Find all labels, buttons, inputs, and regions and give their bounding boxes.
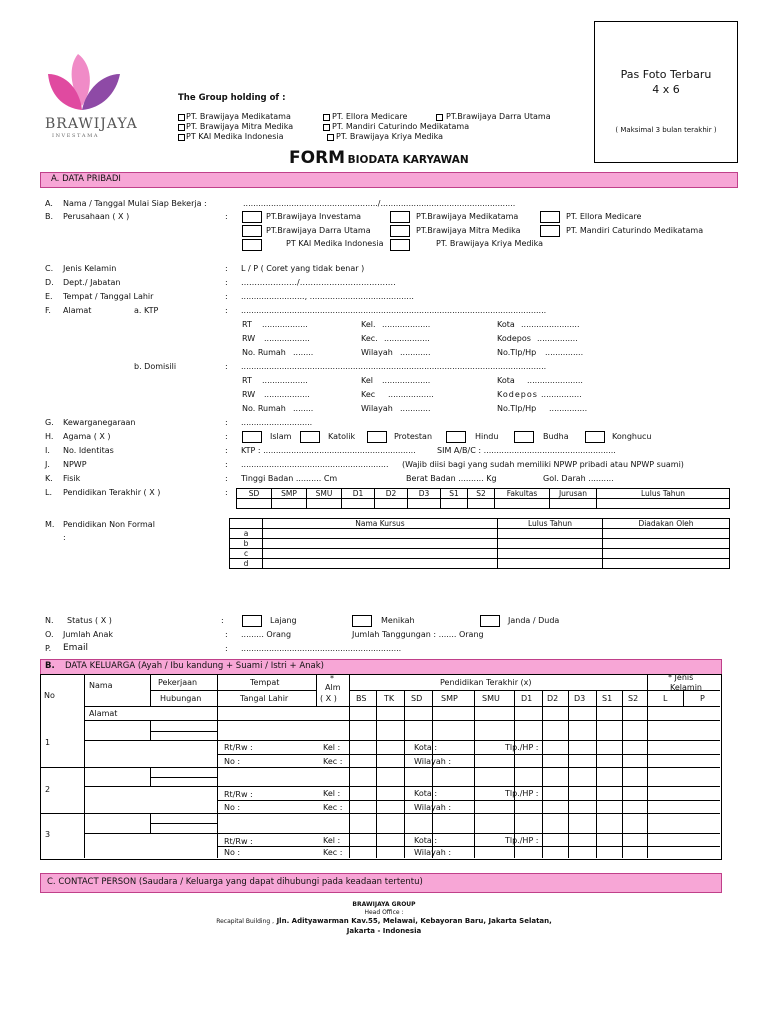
option-label: Katolik (328, 432, 356, 441)
npwp-label: NPWP (63, 460, 87, 469)
nama-input[interactable]: ...................................................../..................................................... (243, 199, 516, 208)
nonformal-label: Pendidikan Non Formal (63, 520, 155, 529)
field-code: A. (45, 199, 53, 208)
table-cell[interactable] (603, 529, 730, 539)
divider (150, 767, 151, 786)
kec-input[interactable]: .................. (384, 334, 430, 343)
checkbox-icon (178, 134, 185, 141)
notlp-label: No.Tlp/Hp (497, 404, 537, 413)
rw-label: RW (242, 334, 256, 343)
group-title: The Group holding of : (178, 93, 286, 103)
field-code: E. (45, 292, 53, 301)
row-letter: d (230, 559, 263, 569)
divider (217, 846, 720, 847)
col-alm: Alm (325, 683, 341, 692)
table-header: S1 (441, 489, 468, 499)
divider (217, 754, 720, 755)
table-cell[interactable] (263, 559, 498, 569)
npwp-note: (Wajib diisi bagi yang sudah memiliki NPWP pribadi atau NPWP suami) (402, 460, 684, 469)
table-cell[interactable] (603, 559, 730, 569)
field-code: F. (45, 306, 51, 315)
divider (647, 674, 648, 858)
jk-input[interactable]: L / P ( Coret yang tidak benar ) (241, 264, 365, 273)
footer-city: Jakarta - Indonesia (346, 927, 422, 935)
email-input[interactable]: ............................................................... (241, 644, 402, 653)
wilayah-label: Wilayah (361, 348, 393, 357)
checkbox-konghucu[interactable] (585, 431, 605, 443)
footer-company: BRAWIJAYA GROUP (352, 901, 416, 908)
divider (150, 690, 317, 691)
checkbox-janda-duda[interactable] (480, 615, 500, 627)
checkbox-hindu[interactable] (446, 431, 466, 443)
kodepos-input[interactable]: ................ (537, 334, 578, 343)
table-header: Nama Kursus (263, 519, 498, 529)
table-row (230, 529, 730, 539)
colon: : (225, 630, 228, 639)
pend-col: SD (411, 694, 423, 703)
rt-input[interactable]: .................. (262, 376, 308, 385)
wilayah-label: Wilayah : (414, 757, 452, 766)
table-cell[interactable] (263, 549, 498, 559)
colon: : (225, 446, 228, 455)
col-alm-star: * (330, 674, 334, 683)
col-p: P (700, 694, 705, 703)
col-nama: Nama (89, 681, 113, 690)
group-company: PT KAI Medika Indonesia (186, 132, 284, 141)
option-label: Menikah (381, 616, 415, 625)
colon: : (225, 418, 228, 427)
kel-label: Kel : (323, 743, 341, 752)
col-alm-x: ( X ) (320, 694, 337, 703)
table-row (230, 539, 730, 549)
checkbox-brawijaya-investama[interactable] (242, 211, 262, 223)
divider (84, 674, 85, 858)
checkbox-icon (178, 124, 185, 131)
checkbox-katolik[interactable] (300, 431, 320, 443)
divider (683, 690, 684, 706)
checkbox-islam[interactable] (242, 431, 262, 443)
pend-col: S1 (602, 694, 613, 703)
checkbox-mandiri-caturindo[interactable] (540, 225, 560, 237)
photo-note: ( Maksimal 3 bulan terakhir ) (615, 126, 717, 134)
ttl-input[interactable]: ........................., ......................................... (241, 292, 414, 301)
checkbox-protestan[interactable] (367, 431, 387, 443)
kota-label: Kota : (414, 836, 438, 845)
table-cell[interactable] (272, 499, 307, 509)
anak-input[interactable]: ......... Orang (241, 630, 292, 639)
col-tempat: Tempat (250, 678, 280, 687)
checkbox-brawijaya-darra-utama[interactable] (242, 225, 262, 237)
ktp-input[interactable]: KTP : ............................................................ (241, 446, 416, 455)
group-company: PT.Brawijaya Darra Utama (446, 112, 551, 121)
divider (40, 813, 720, 814)
table-row (230, 519, 730, 529)
kec-label: Kec : (323, 757, 343, 766)
pend-col: D3 (574, 694, 586, 703)
table-cell[interactable] (375, 499, 408, 509)
pend-col: SMU (482, 694, 500, 703)
divider (84, 706, 720, 707)
norumah-label: No. Rumah (242, 348, 286, 357)
table-cell[interactable] (237, 499, 272, 509)
checkbox-ellora-medicare[interactable] (540, 211, 560, 223)
section-b-code: B. (45, 661, 55, 671)
pend-col: TK (384, 694, 395, 703)
table-cell[interactable] (498, 529, 603, 539)
divider (217, 674, 218, 858)
pend-col: S2 (628, 694, 639, 703)
colon: : (225, 306, 228, 315)
field-code: B. (45, 212, 54, 221)
form-title (289, 148, 469, 168)
tlp-label: Tlp./HP : (505, 836, 539, 845)
table-header: SMU (307, 489, 342, 499)
option-label: PT.Brawijaya Medikatama (416, 212, 519, 221)
norumah-input[interactable]: ........ (293, 348, 314, 357)
option-label: PT.Brawijaya Mitra Medika (416, 226, 521, 235)
photo-size: 4 x 6 (652, 83, 680, 96)
option-label: PT.Brawijaya Darra Utama (266, 226, 371, 235)
field-code: P. (45, 644, 52, 653)
ttl-label: Tempat / Tanggal Lahir (63, 292, 154, 301)
tinggi-input[interactable]: Tinggi Badan .......... Cm (241, 474, 338, 483)
checkbox-brawijaya-kriya-medika[interactable] (390, 239, 410, 251)
table-cell[interactable] (603, 549, 730, 559)
dept-input[interactable]: …………………/……………………………… (241, 278, 396, 287)
nama-label: Nama / Tanggal Mulai Siap Bekerja : (63, 199, 207, 208)
col-l: L (663, 694, 668, 703)
option-label: Janda / Duda (508, 616, 560, 625)
rw-label: RW (242, 390, 256, 399)
kec-input[interactable]: .................. (388, 390, 434, 399)
group-company: PT. Brawijaya Medikatama (186, 112, 291, 121)
table-cell[interactable] (263, 529, 498, 539)
section-a-title: A. DATA PRIBADI (51, 174, 121, 184)
kodepos-label: Kodepos (497, 390, 538, 399)
colon: : (225, 212, 228, 221)
form-title-sub: BIODATA KARYAWAN (347, 154, 469, 166)
kota-input[interactable]: ...................... (527, 376, 583, 385)
option-label: PT KAI Medika Indonesia (286, 239, 384, 248)
group-company: PT. Ellora Medicare (332, 112, 408, 121)
wilayah-label: Wilayah : (414, 848, 452, 857)
colon: : (225, 264, 228, 273)
perusahaan-label: Perusahaan ( X ) (63, 212, 130, 221)
no-label: No : (224, 803, 241, 812)
option-label: Islam (270, 432, 292, 441)
field-code: D. (45, 278, 54, 287)
rt-input[interactable]: .................. (262, 320, 308, 329)
group-company: PT. Brawijaya Kriya Medika (336, 132, 444, 141)
col-jk-star: * Jenis (668, 673, 694, 682)
table-header: Lulus Tahun (498, 519, 603, 529)
rtrw-label: Rt/Rw : (224, 790, 253, 799)
checkbox-brawijaya-mitra-medika[interactable] (390, 225, 410, 237)
checkbox-icon (327, 134, 334, 141)
wilayah-input[interactable]: ............ (400, 348, 431, 357)
npwp-input[interactable]: .......................................................... (241, 460, 389, 469)
row-letter: b (230, 539, 263, 549)
colon: : (225, 474, 228, 483)
kel-input[interactable]: ................... (382, 320, 431, 329)
group-company: PT. Mandiri Caturindo Medikatama (332, 122, 470, 131)
option-label: PT.Brawijaya Investama (266, 212, 362, 221)
colon: : (225, 644, 228, 653)
table-cell[interactable] (597, 499, 730, 509)
option-label: PT. Ellora Medicare (566, 212, 642, 221)
table-cell[interactable] (498, 539, 603, 549)
divider (150, 813, 151, 833)
warga-label: Kewarganegaraan (63, 418, 136, 427)
table-header: D3 (408, 489, 441, 499)
row-number: 2 (45, 785, 51, 794)
field-code: O. (45, 630, 54, 639)
divider (217, 800, 720, 801)
colon: : (63, 533, 66, 542)
table-header: Jurusan (550, 489, 597, 499)
norumah-label: No. Rumah (242, 404, 286, 413)
pendidikan-label: Pendidikan Terakhir ( X ) (63, 488, 161, 497)
option-label: Protestan (394, 432, 433, 441)
kota-input[interactable]: ....................... (521, 320, 580, 329)
table-cell[interactable] (498, 559, 603, 569)
checkbox-kai-medika[interactable] (242, 239, 262, 251)
field-code: L. (45, 488, 52, 497)
colon: : (221, 616, 224, 625)
fisik-label: Fisik (63, 474, 81, 483)
kota-label: Kota (497, 376, 515, 385)
col-pendidikan: Pendidikan Terakhir (x) (440, 678, 532, 687)
no-label: No : (224, 757, 241, 766)
pend-col: SMP (441, 694, 458, 703)
section-c-title: C. CONTACT PERSON (Saudara / Keluarga yang dapat dihubungi pada keadaan tertentu) (47, 877, 423, 887)
table-cell[interactable] (342, 499, 375, 509)
pend-col: D1 (521, 694, 533, 703)
divider (84, 720, 720, 721)
table-cell[interactable] (468, 499, 495, 509)
table-cell[interactable] (603, 539, 730, 549)
rw-input[interactable]: .................. (264, 390, 310, 399)
footer-address: Jln. Adityawarman Kav.55, Melawai, Kebayoran Baru, Jakarta Selatan, (276, 917, 552, 925)
table-row (237, 489, 730, 499)
row-number: 3 (45, 830, 51, 839)
option-label: Konghucu (612, 432, 652, 441)
checkbox-menikah[interactable] (352, 615, 372, 627)
divider (84, 833, 720, 834)
agama-label: Agama ( X ) (63, 432, 111, 441)
jk-label: Jenis Kelamin (63, 264, 117, 273)
checkbox-lajang[interactable] (242, 615, 262, 627)
section-c-header (40, 873, 722, 893)
col-no: No (44, 691, 55, 700)
email-label: Email (63, 643, 88, 653)
rtrw-label: Rt/Rw : (224, 743, 253, 752)
table-row (237, 499, 730, 509)
divider (150, 731, 217, 732)
kota-label: Kota (497, 320, 515, 329)
checkbox-icon (178, 114, 185, 121)
table-cell[interactable] (495, 499, 550, 509)
no-label: No : (224, 848, 241, 857)
rt-label: RT (242, 320, 252, 329)
table-header: D1 (342, 489, 375, 499)
notlp-input[interactable]: ............... (549, 404, 588, 413)
divider (150, 777, 217, 778)
section-a-header (40, 172, 738, 188)
rtrw-label: Rt/Rw : (224, 837, 253, 846)
field-code: G. (45, 418, 54, 427)
kota-label: Kota : (414, 789, 438, 798)
table-header: Lulus Tahun (597, 489, 730, 499)
checkbox-budha[interactable] (514, 431, 534, 443)
table-header: Diadakan Oleh (603, 519, 730, 529)
footer-office: Head Office : (364, 909, 404, 916)
col-hubungan: Hubungan (160, 694, 202, 703)
kel-label: Kel (361, 376, 373, 385)
kec-label: Kec. (361, 334, 378, 343)
rw-input[interactable]: .................. (264, 334, 310, 343)
field-code: K. (45, 474, 53, 483)
row-letter: c (230, 549, 263, 559)
table-header: Fakultas (495, 489, 550, 499)
alamat-domisili-input[interactable]: ........................................................................................................................ (241, 362, 547, 371)
status-label: Status ( X ) (67, 616, 112, 625)
logo-subtitle: I N V E S T A M A (52, 133, 98, 139)
table-cell[interactable] (263, 539, 498, 549)
tlp-label: Tlp./HP : (505, 789, 539, 798)
row-letter: a (230, 529, 263, 539)
colon: : (225, 488, 228, 497)
photo-title: Pas Foto Terbaru (620, 68, 712, 81)
dept-label: Dept./ Jabatan (63, 278, 121, 287)
kota-label: Kota : (414, 743, 438, 752)
wilayah-label: Wilayah (361, 404, 393, 413)
table-header: SD (237, 489, 272, 499)
field-code: N. (45, 616, 54, 625)
rt-label: RT (242, 376, 252, 385)
table-cell[interactable] (441, 499, 468, 509)
divider (349, 674, 350, 858)
warga-input[interactable]: ............................ (241, 418, 313, 427)
table-header: S2 (468, 489, 495, 499)
kel-input[interactable]: ................... (382, 376, 431, 385)
tlp-label: Tlp./HP : (505, 743, 539, 752)
row-number: 1 (45, 738, 51, 747)
kec-label: Kec : (323, 803, 343, 812)
checkbox-icon (323, 114, 330, 121)
col-pekerjaan: Pekerjaan (158, 678, 198, 687)
colon: : (225, 460, 228, 469)
pendidikan-table (236, 488, 730, 509)
colon: : (225, 278, 228, 287)
table-row (230, 549, 730, 559)
col-alamat: Alamat (89, 709, 118, 718)
footer-address-line (0, 916, 768, 925)
nonformal-table (229, 518, 730, 569)
colon: : (225, 362, 228, 371)
notlp-input[interactable]: ............... (545, 348, 584, 357)
divider (40, 767, 720, 768)
section-b-title: DATA KELUARGA (Ayah / Ibu kandung + Suami / Istri + Anak) (65, 661, 325, 671)
checkbox-brawijaya-medikatama[interactable] (390, 211, 410, 223)
wilayah-label: Wilayah : (414, 803, 452, 812)
norumah-input[interactable]: ........ (293, 404, 314, 413)
option-label: Lajang (270, 616, 297, 625)
col-tgl-lahir: Tangal Lahir (240, 694, 289, 703)
wilayah-input[interactable]: ............ (400, 404, 431, 413)
field-code: M. (45, 520, 55, 529)
kodepos-label: Kodepos (497, 334, 531, 343)
darah-input[interactable]: Gol. Darah .......... (543, 474, 614, 483)
checkbox-icon (323, 124, 330, 131)
table-header (230, 519, 263, 529)
footer-building: Recapital Building , (216, 918, 275, 925)
table-cell[interactable] (408, 499, 441, 509)
logo-name: BRAWIJAYA (45, 116, 138, 132)
table-cell[interactable] (498, 549, 603, 559)
alamat-ktp-label: a. KTP (134, 306, 159, 315)
kel-label: Kel : (323, 836, 341, 845)
colon: : (225, 292, 228, 301)
pend-col: BS (356, 694, 367, 703)
colon: : (225, 432, 228, 441)
alamat-label: Alamat (63, 306, 92, 315)
table-header: D2 (375, 489, 408, 499)
kodepos-input[interactable]: ................ (541, 390, 582, 399)
tanggungan-input[interactable]: Jumlah Tanggungan : ....... Orang (352, 630, 484, 639)
divider (84, 740, 720, 741)
option-label: Hindu (475, 432, 499, 441)
field-code: C. (45, 264, 54, 273)
divider (150, 823, 217, 824)
field-code: J. (45, 460, 50, 469)
form-title-main: FORM (289, 148, 346, 168)
kec-label: Kec (361, 390, 376, 399)
sim-input[interactable]: SIM A/B/C : .................................................... (437, 446, 616, 455)
table-header: SMP (272, 489, 307, 499)
option-label: PT. Mandiri Caturindo Medikatama (566, 226, 704, 235)
kel-label: Kel. (361, 320, 376, 329)
berat-input[interactable]: Berat Badan .......... Kg (406, 474, 497, 483)
kec-label: Kec : (323, 848, 343, 857)
anak-label: Jumlah Anak (63, 630, 114, 639)
alamat-ktp-input[interactable]: ........................................................................................................................ (241, 306, 547, 315)
option-label: Budha (543, 432, 569, 441)
alamat-domisili-label: b. Domisili (134, 362, 177, 371)
section-b-header (40, 659, 722, 675)
pend-col: D2 (547, 694, 559, 703)
table-cell[interactable] (307, 499, 342, 509)
checkbox-icon (436, 114, 443, 121)
divider (84, 786, 720, 787)
notlp-label: No.Tlp/Hp (497, 348, 537, 357)
field-code: H. (45, 432, 54, 441)
table-row (230, 559, 730, 569)
kel-label: Kel : (323, 789, 341, 798)
table-cell[interactable] (550, 499, 597, 509)
divider (150, 720, 151, 740)
option-label: PT. Brawijaya Kriya Medika (436, 239, 544, 248)
identitas-label: No. Identitas (63, 446, 114, 455)
field-code: I. (45, 446, 50, 455)
group-company: PT. Brawijaya Mitra Medika (186, 122, 294, 131)
col-jk: Kelamin (670, 683, 702, 692)
